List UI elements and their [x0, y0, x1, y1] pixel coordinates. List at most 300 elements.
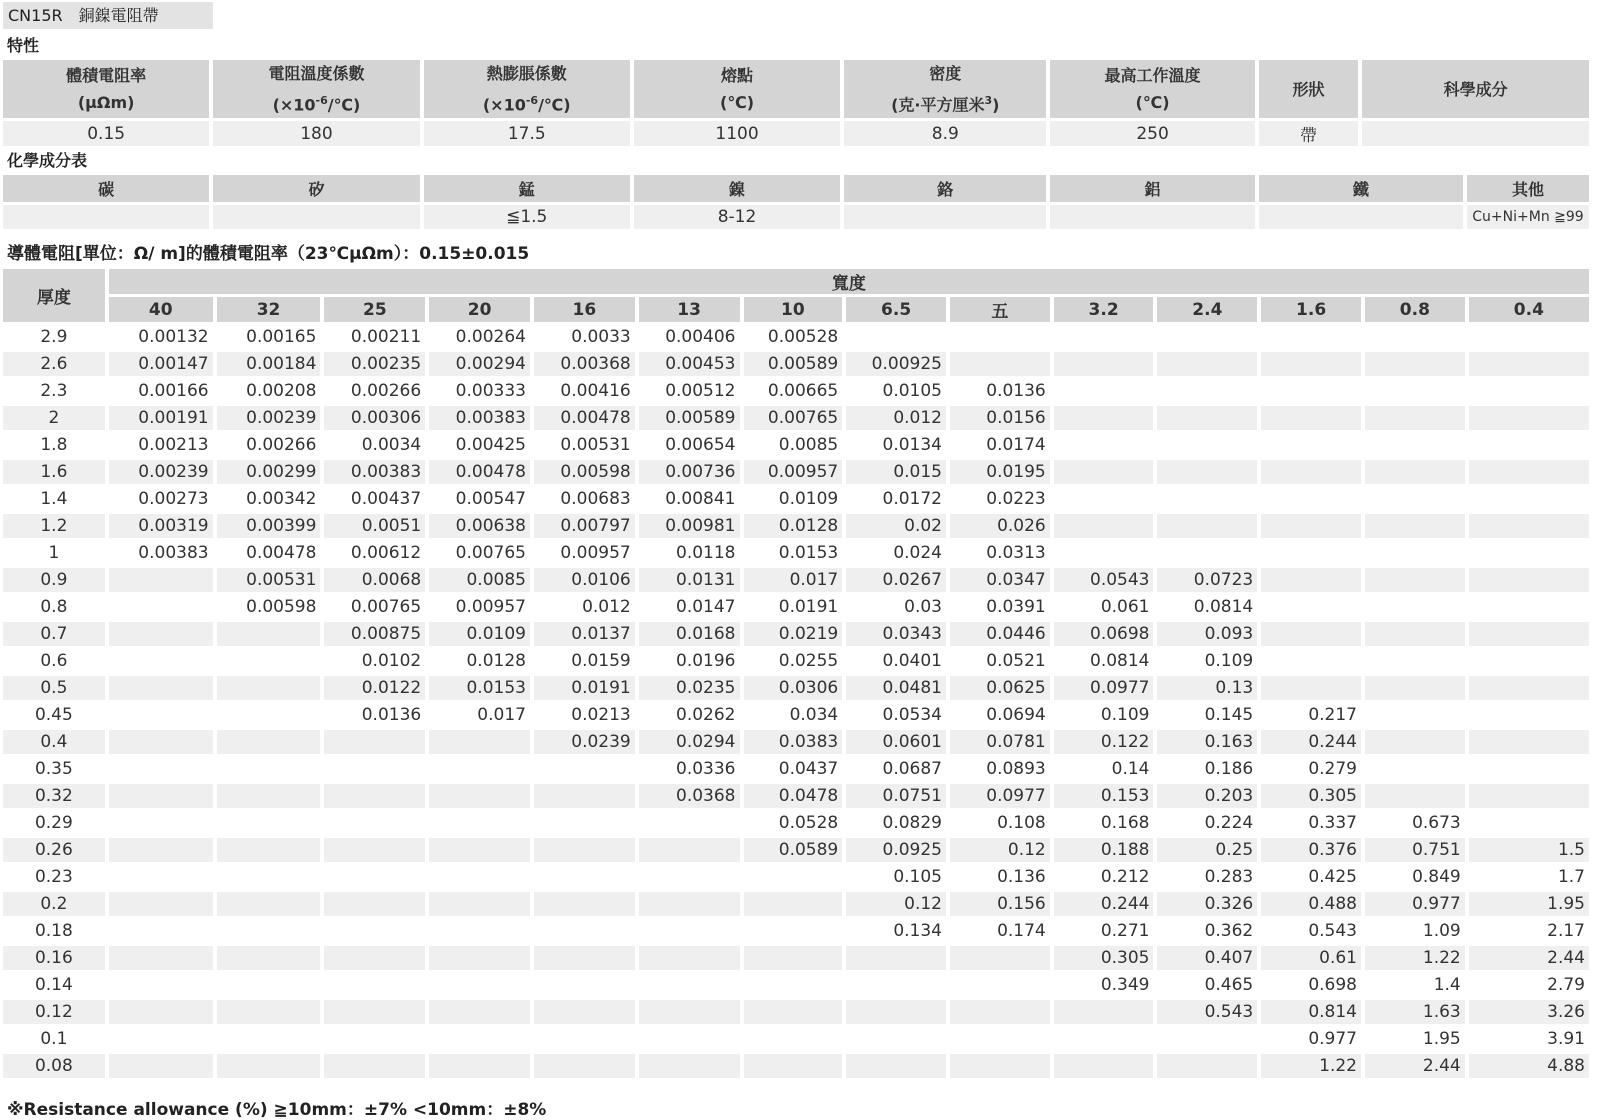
resistance-cell — [109, 568, 213, 592]
table-row — [3, 622, 1589, 646]
resistance-cell — [1365, 784, 1465, 808]
resistance-cell: 3.26 — [1469, 1000, 1589, 1024]
resistance-cell: 0.024 — [846, 541, 946, 565]
resistance-cell: 0.543 — [1157, 1000, 1257, 1024]
resistance-cell: 0.00208 — [217, 379, 321, 403]
resistance-cell: 0.145 — [1157, 703, 1257, 727]
resistance-cell: 0.00266 — [324, 379, 425, 403]
resistance-cell: 0.0925 — [846, 838, 946, 862]
resistance-cell — [324, 811, 425, 835]
resistance-cell — [1261, 649, 1361, 673]
resistance-cell — [534, 892, 635, 916]
prop-header-composition: 科學成分 — [1362, 60, 1589, 118]
resistance-cell: 0.0347 — [950, 568, 1050, 592]
resistance-cell: 0.00368 — [534, 352, 635, 376]
product-title: CN15R 銅鎳電阻帶 — [3, 2, 213, 29]
resistance-cell: 0.0085 — [744, 433, 843, 457]
table-row — [3, 541, 1589, 565]
width-values-row — [3, 297, 1589, 322]
resistance-cell: 0.13 — [1157, 676, 1257, 700]
comp-value — [1259, 205, 1463, 229]
thickness-cell: 0.35 — [3, 757, 105, 781]
resistance-cell — [846, 1054, 946, 1078]
resistance-cell — [109, 1027, 213, 1051]
width-column-header: 0.4 — [1469, 297, 1589, 322]
resistance-cell — [1469, 487, 1589, 511]
resistance-cell: 0.0534 — [846, 703, 946, 727]
prop-header-label: 密度 — [929, 64, 962, 83]
resistance-cell — [1261, 325, 1361, 349]
prop-header-unit: /℃) — [327, 95, 361, 115]
resistance-cell: 0.0174 — [950, 433, 1050, 457]
resistance-cell — [1157, 514, 1257, 538]
resistance-cell — [639, 1054, 740, 1078]
resistance-cell — [1261, 460, 1361, 484]
resistance-cell — [1157, 541, 1257, 565]
resistance-cell: 1.7 — [1469, 865, 1589, 889]
resistance-cell: 0.012 — [846, 406, 946, 430]
resistance-cell: 0.015 — [846, 460, 946, 484]
prop-header-temp-coefficient — [213, 60, 419, 118]
resistance-cell: 0.0893 — [950, 757, 1050, 781]
resistance-cell: 1.63 — [1365, 1000, 1465, 1024]
resistance-cell: 0.0034 — [324, 433, 425, 457]
resistance-cell: 1.22 — [1261, 1054, 1361, 1078]
resistance-cell: 0.00264 — [429, 325, 530, 349]
resistance-cell: 0.0191 — [744, 595, 843, 619]
resistance-cell: 0.0543 — [1054, 568, 1154, 592]
resistance-table-body — [3, 325, 1589, 1078]
resistance-cell: 0.0147 — [639, 595, 740, 619]
resistance-cell: 0.00665 — [744, 379, 843, 403]
resistance-cell — [1054, 1027, 1154, 1051]
resistance-cell — [429, 1054, 530, 1078]
resistance-cell: 0.00211 — [324, 325, 425, 349]
resistance-cell: 0.0977 — [1054, 676, 1154, 700]
resistance-cell — [639, 973, 740, 997]
resistance-cell — [1157, 460, 1257, 484]
table-row — [3, 757, 1589, 781]
table-row — [3, 460, 1589, 484]
resistance-cell: 0.03 — [846, 595, 946, 619]
comp-value: ≦1.5 — [424, 205, 630, 229]
resistance-cell: 0.0172 — [846, 487, 946, 511]
resistance-cell — [109, 784, 213, 808]
resistance-cell: 0.0105 — [846, 379, 946, 403]
resistance-cell: 0.0437 — [744, 757, 843, 781]
table-row — [3, 892, 1589, 916]
resistivity-note: 導體電阻[單位：Ω/ m]的體積電阻率（23℃μΩm）：0.15±0.015 — [7, 244, 530, 264]
prop-header-unit: (克·平方厘米 — [891, 95, 985, 115]
resistance-cell — [1469, 649, 1589, 673]
resistance-cell: 0.0219 — [744, 622, 843, 646]
resistance-cell: 1.09 — [1365, 919, 1465, 943]
resistance-cell — [1054, 433, 1154, 457]
table-row — [3, 514, 1589, 538]
resistance-cell: 0.0106 — [534, 568, 635, 592]
resistance-cell — [639, 1027, 740, 1051]
resistance-cell: 0.0687 — [846, 757, 946, 781]
resistance-cell: 0.61 — [1261, 946, 1361, 970]
resistance-cell — [429, 973, 530, 997]
resistance-cell — [429, 811, 530, 835]
resistance-cell: 0.174 — [950, 919, 1050, 943]
resistance-cell: 0.00478 — [534, 406, 635, 430]
resistance-cell: 0.109 — [1157, 649, 1257, 673]
table-row — [3, 595, 1589, 619]
resistance-cell: 0.00266 — [217, 433, 321, 457]
table-row — [3, 946, 1589, 970]
resistance-cell — [1054, 1000, 1154, 1024]
resistance-cell: 0.0068 — [324, 568, 425, 592]
composition-header-row — [3, 175, 1589, 202]
width-column-header: 32 — [217, 297, 321, 322]
resistance-cell: 0.0625 — [950, 676, 1050, 700]
resistance-cell — [1469, 622, 1589, 646]
prop-header-unit: /℃) — [538, 95, 571, 115]
resistance-cell — [1469, 541, 1589, 565]
resistance-cell — [324, 919, 425, 943]
prop-header-label: 熔點 — [721, 66, 754, 86]
resistance-cell — [1469, 730, 1589, 754]
table-row — [3, 973, 1589, 997]
resistance-cell — [639, 811, 740, 835]
resistance-cell — [950, 1054, 1050, 1078]
thickness-cell: 0.32 — [3, 784, 105, 808]
resistance-cell: 0.217 — [1261, 703, 1361, 727]
prop-value — [1362, 121, 1589, 146]
resistance-cell: 0.00437 — [324, 487, 425, 511]
thickness-cell: 0.08 — [3, 1054, 105, 1078]
resistance-cell: 0.00147 — [109, 352, 213, 376]
resistance-cell — [324, 892, 425, 916]
resistance-cell: 1.95 — [1469, 892, 1589, 916]
resistance-allowance-note: ※Resistance allowance (%) ≧10mm：±7% <10mm：±8% — [7, 1100, 547, 1120]
resistance-cell: 0.00638 — [429, 514, 530, 538]
resistance-cell — [1365, 649, 1465, 673]
resistance-cell: 0.0033 — [534, 325, 635, 349]
resistance-cell: 0.00333 — [429, 379, 530, 403]
prop-header-unit: (℃) — [1135, 93, 1170, 113]
prop-header-resistivity — [3, 60, 209, 118]
resistance-cell — [1469, 784, 1589, 808]
resistance-cell — [1054, 1054, 1154, 1078]
resistance-cell — [217, 865, 321, 889]
width-column-header: 20 — [429, 297, 530, 322]
resistance-cell — [217, 1054, 321, 1078]
resistance-cell: 0.12 — [846, 892, 946, 916]
width-column-header: 2.4 — [1157, 297, 1257, 322]
resistance-cell — [1157, 352, 1257, 376]
resistance-cell: 0.00416 — [534, 379, 635, 403]
resistance-cell: 0.326 — [1157, 892, 1257, 916]
resistance-cell: 0.00425 — [429, 433, 530, 457]
resistance-cell: 0.00957 — [744, 460, 843, 484]
resistance-cell: 0.337 — [1261, 811, 1361, 835]
resistance-cell: 0.00765 — [744, 406, 843, 430]
resistance-cell: 0.00875 — [324, 622, 425, 646]
resistance-cell — [324, 946, 425, 970]
width-column-header: 13 — [639, 297, 740, 322]
resistance-cell: 0.017 — [744, 568, 843, 592]
resistance-cell — [429, 730, 530, 754]
comp-header-chromium: 鉻 — [844, 175, 1046, 202]
resistance-cell: 0.0751 — [846, 784, 946, 808]
thickness-cell: 0.8 — [3, 595, 105, 619]
resistance-cell: 0.00383 — [109, 541, 213, 565]
resistance-cell: 0.0521 — [950, 649, 1050, 673]
resistance-cell — [1469, 460, 1589, 484]
resistance-cell — [950, 352, 1050, 376]
resistance-cell — [534, 1000, 635, 1024]
resistance-cell — [109, 919, 213, 943]
table-row — [3, 379, 1589, 403]
resistance-cell: 2.44 — [1469, 946, 1589, 970]
prop-header-melting-point — [634, 60, 840, 118]
resistance-cell: 0.0255 — [744, 649, 843, 673]
resistance-cell: 0.362 — [1157, 919, 1257, 943]
table-row — [3, 1054, 1589, 1078]
resistance-cell — [1469, 325, 1589, 349]
prop-header-sup: -6 — [525, 94, 539, 107]
resistance-cell: 0.00306 — [324, 406, 425, 430]
resistance-cell — [1469, 379, 1589, 403]
thickness-cell: 0.45 — [3, 703, 105, 727]
resistance-cell: 0.488 — [1261, 892, 1361, 916]
resistance-cell: 0.00406 — [639, 325, 740, 349]
resistance-cell — [324, 1054, 425, 1078]
resistance-cell: 2.44 — [1365, 1054, 1465, 1078]
resistance-cell: 0.163 — [1157, 730, 1257, 754]
resistance-cell — [1365, 541, 1465, 565]
width-column-header: 25 — [324, 297, 425, 322]
resistance-cell: 0.0134 — [846, 433, 946, 457]
resistance-cell — [1469, 595, 1589, 619]
resistance-cell — [1054, 460, 1154, 484]
resistance-cell — [1261, 406, 1361, 430]
resistance-cell: 0.00957 — [534, 541, 635, 565]
resistance-cell: 0.465 — [1157, 973, 1257, 997]
resistance-cell: 0.0814 — [1157, 595, 1257, 619]
resistance-cell: 0.0235 — [639, 676, 740, 700]
resistance-cell — [744, 1054, 843, 1078]
resistance-cell — [1261, 568, 1361, 592]
resistance-cell: 0.00478 — [217, 541, 321, 565]
table-row — [3, 1027, 1589, 1051]
composition-value-row — [3, 205, 1589, 229]
resistance-cell: 0.0239 — [534, 730, 635, 754]
resistance-cell: 0.00589 — [744, 352, 843, 376]
resistance-cell — [1469, 811, 1589, 835]
resistance-cell — [744, 1027, 843, 1051]
resistance-cell — [1365, 487, 1465, 511]
resistance-cell — [109, 649, 213, 673]
comp-header-other: 其他 — [1467, 175, 1589, 202]
resistance-cell: 1.5 — [1469, 838, 1589, 862]
thickness-cell: 0.23 — [3, 865, 105, 889]
resistance-cell: 0.0128 — [744, 514, 843, 538]
resistance-cell — [109, 892, 213, 916]
resistance-cell: 0.00797 — [534, 514, 635, 538]
resistance-cell — [846, 1027, 946, 1051]
resistance-cell — [744, 892, 843, 916]
resistance-cell: 0.00531 — [217, 568, 321, 592]
resistance-cell: 0.00299 — [217, 460, 321, 484]
resistance-cell — [324, 1000, 425, 1024]
resistance-cell — [1261, 379, 1361, 403]
resistance-cell: 0.305 — [1261, 784, 1361, 808]
resistance-cell: 0.0368 — [639, 784, 740, 808]
resistance-cell: 0.026 — [950, 514, 1050, 538]
thickness-cell: 1.4 — [3, 487, 105, 511]
resistance-cell: 0.00235 — [324, 352, 425, 376]
resistance-cell: 0.0781 — [950, 730, 1050, 754]
resistance-cell: 0.0977 — [950, 784, 1050, 808]
resistance-cell: 0.153 — [1054, 784, 1154, 808]
prop-value: 0.15 — [3, 121, 209, 146]
resistance-cell: 0.136 — [950, 865, 1050, 889]
resistance-cell — [217, 838, 321, 862]
resistance-cell: 0.00683 — [534, 487, 635, 511]
resistance-cell — [534, 811, 635, 835]
resistance-cell: 0.00841 — [639, 487, 740, 511]
resistance-cell — [217, 649, 321, 673]
resistance-cell — [1365, 406, 1465, 430]
resistance-cell — [1261, 595, 1361, 619]
thickness-cell: 1.8 — [3, 433, 105, 457]
resistance-cell — [217, 811, 321, 835]
resistance-cell — [217, 676, 321, 700]
resistance-cell — [429, 838, 530, 862]
resistance-cell: 0.00399 — [217, 514, 321, 538]
resistance-cell: 1.22 — [1365, 946, 1465, 970]
resistance-cell: 1.95 — [1365, 1027, 1465, 1051]
resistance-cell — [639, 946, 740, 970]
width-column-header: 16 — [534, 297, 635, 322]
resistance-cell — [429, 919, 530, 943]
resistance-cell: 0.0383 — [744, 730, 843, 754]
resistance-cell: 0.0136 — [950, 379, 1050, 403]
table-row — [3, 730, 1589, 754]
resistance-cell: 0.224 — [1157, 811, 1257, 835]
resistance-cell — [217, 757, 321, 781]
resistance-cell — [1365, 379, 1465, 403]
resistance-cell: 0.00294 — [429, 352, 530, 376]
thickness-cell: 0.2 — [3, 892, 105, 916]
width-column-header: 40 — [109, 297, 213, 322]
resistance-cell: 0.00453 — [639, 352, 740, 376]
resistance-cell — [1469, 676, 1589, 700]
resistance-cell — [1054, 487, 1154, 511]
resistance-cell — [639, 838, 740, 862]
resistance-cell — [1261, 352, 1361, 376]
resistance-cell — [217, 1000, 321, 1024]
resistance-cell — [109, 676, 213, 700]
resistance-cell: 0.0814 — [1054, 649, 1154, 673]
resistance-cell — [324, 730, 425, 754]
resistance-table — [0, 266, 1593, 1081]
resistance-cell — [534, 1054, 635, 1078]
table-row — [3, 1000, 1589, 1024]
resistance-cell: 0.0131 — [639, 568, 740, 592]
resistance-cell: 0.188 — [1054, 838, 1154, 862]
thickness-cell: 2.3 — [3, 379, 105, 403]
resistance-cell — [1469, 757, 1589, 781]
prop-header-max-temp — [1050, 60, 1254, 118]
resistance-cell: 0.0109 — [744, 487, 843, 511]
resistance-cell — [1054, 379, 1154, 403]
resistance-cell: 0.0829 — [846, 811, 946, 835]
width-column-header: 6.5 — [846, 297, 946, 322]
thickness-cell: 1.6 — [3, 460, 105, 484]
resistance-cell — [1365, 568, 1465, 592]
resistance-cell — [1469, 703, 1589, 727]
properties-header-row — [3, 60, 1589, 118]
comp-value — [1050, 205, 1254, 229]
resistance-cell: 0.0481 — [846, 676, 946, 700]
resistance-cell — [1365, 622, 1465, 646]
resistance-cell: 0.407 — [1157, 946, 1257, 970]
resistance-cell — [950, 973, 1050, 997]
resistance-cell — [109, 622, 213, 646]
thickness-cell: 0.6 — [3, 649, 105, 673]
resistance-cell: 0.0589 — [744, 838, 843, 862]
resistance-cell: 0.00383 — [429, 406, 530, 430]
resistance-cell: 0.00981 — [639, 514, 740, 538]
width-column-header: 1.6 — [1261, 297, 1361, 322]
resistance-cell — [1157, 1027, 1257, 1051]
table-row — [3, 784, 1589, 808]
comp-header-silicon: 矽 — [213, 175, 419, 202]
resistance-cell: 0.00191 — [109, 406, 213, 430]
comp-value: 8-12 — [634, 205, 840, 229]
resistance-cell: 0.0391 — [950, 595, 1050, 619]
properties-table — [0, 57, 1593, 149]
resistance-cell: 0.00273 — [109, 487, 213, 511]
resistance-cell: 0.0153 — [429, 676, 530, 700]
resistance-cell: 0.0294 — [639, 730, 740, 754]
resistance-cell — [534, 973, 635, 997]
resistance-cell: 0.0137 — [534, 622, 635, 646]
resistance-cell: 0.244 — [1261, 730, 1361, 754]
resistance-cell — [1261, 541, 1361, 565]
resistance-cell — [109, 730, 213, 754]
resistance-cell: 3.91 — [1469, 1027, 1589, 1051]
resistance-cell — [1054, 325, 1154, 349]
resistance-cell — [846, 946, 946, 970]
thickness-cell: 0.14 — [3, 973, 105, 997]
prop-header-unit: (×10 — [482, 95, 526, 115]
resistance-cell — [1365, 460, 1465, 484]
resistance-cell: 0.134 — [846, 919, 946, 943]
resistance-cell — [109, 865, 213, 889]
width-column-header: 10 — [744, 297, 843, 322]
resistance-cell: 0.012 — [534, 595, 635, 619]
prop-header-thermal-expansion — [424, 60, 630, 118]
width-column-header: 五 — [950, 297, 1050, 322]
resistance-cell — [639, 919, 740, 943]
resistance-cell — [1365, 730, 1465, 754]
resistance-cell: 0.0051 — [324, 514, 425, 538]
resistance-cell — [639, 1000, 740, 1024]
resistance-cell: 0.0085 — [429, 568, 530, 592]
resistance-cell — [324, 838, 425, 862]
resistance-cell — [109, 973, 213, 997]
resistance-cell — [1469, 406, 1589, 430]
resistance-cell: 0.0313 — [950, 541, 1050, 565]
resistance-cell: 0.00528 — [744, 325, 843, 349]
resistance-cell: 0.0336 — [639, 757, 740, 781]
